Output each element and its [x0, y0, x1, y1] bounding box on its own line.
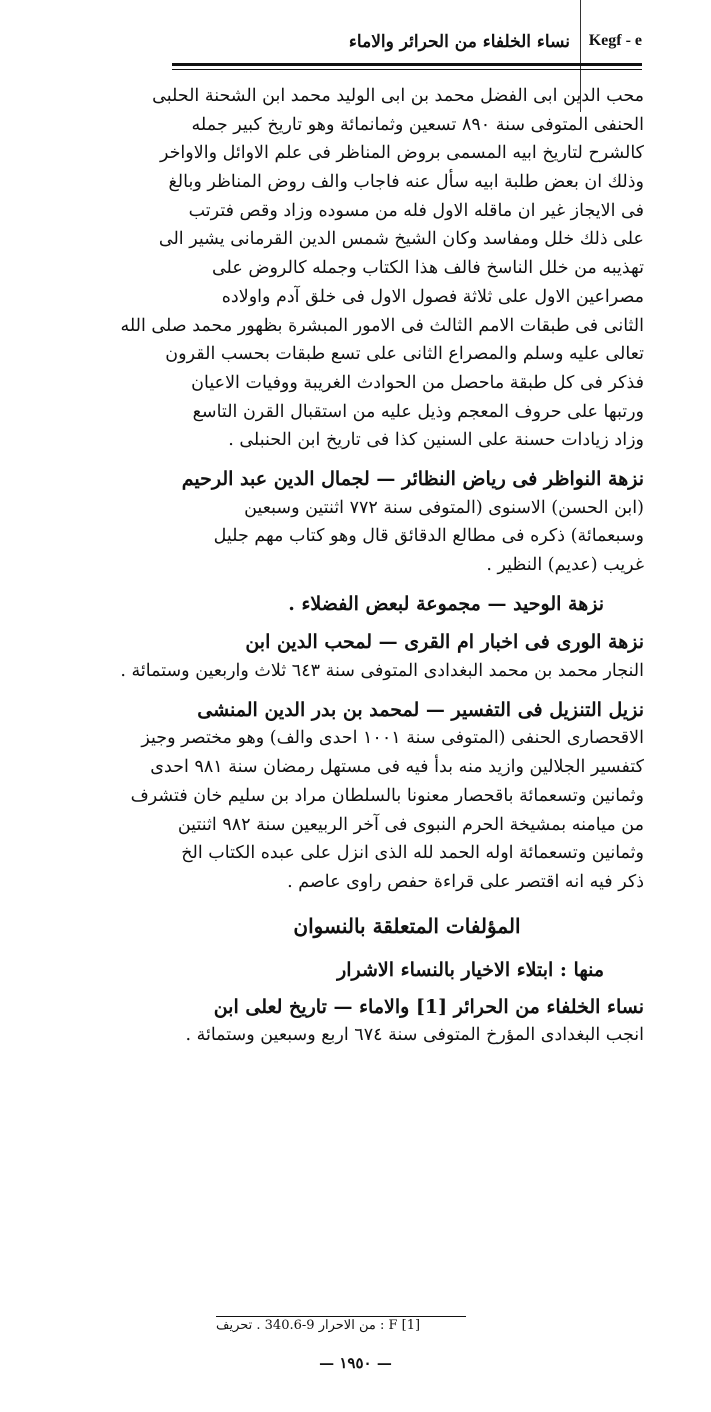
text-line: الاقحصارى الحنفى (المتوفى سنة ١٠٠١ احدى والف) وهو مختصر وجيز — [141, 728, 644, 749]
text-line: وثمانين وتسعمائة اوله الحمد لله الذى انزل على عبده الكتاب الخ — [181, 843, 644, 864]
text-line: وزاد زيادات حسنة على السنين كذا فى تاريخ ابن الحنبلى . — [228, 430, 644, 451]
text-line: محب الدين ابى الفضل محمد بن ابى الوليد محمد ابن الشحنة الحلبى — [152, 86, 644, 106]
text-line: كتفسير الجلالين وازيد منه بدأ فيه فى مستهل رمضان سنة ٩٨١ احدى — [150, 757, 644, 778]
text-line: مصراعين الاول على ثلاثة فصول الاول فى خلق آدم واولاده — [221, 286, 644, 307]
entry-nuzhat-al-wara — [120, 628, 644, 685]
text-line: الحنفى المتوفى سنة ٨٩٠ تسعين وثمانمائة وهو تاريخ كبير جمله — [191, 114, 644, 135]
text-line: فى الايجاز غير ان ماقله الاول فله من مسوده وزاد وقص فترتب — [188, 200, 644, 221]
entry-nuzhat-al-wahid — [170, 590, 644, 619]
page-number: — ١٩٥٠ — — [319, 1354, 392, 1372]
footnote-rule — [216, 1316, 466, 1317]
entry-nisa-al-khulafa — [170, 993, 644, 1050]
main-text — [120, 82, 644, 1050]
text-line: النجار محمد بن محمد البغدادى المتوفى سنة ٦٤٣ ثلاث واربعين وستمائة . — [120, 661, 644, 682]
entry-first-line: نساء الخلفاء من الحرائر [1] والاماء — تاريخ لعلى ابن — [213, 995, 644, 1018]
footnote: [1] F : من الاحرار 9-340.6 . تحريف — [216, 1318, 421, 1333]
entry-nuzul-al-tanzil — [130, 696, 644, 897]
header-code: Kegf - e — [588, 32, 642, 49]
text-line: ورتبها على حروف المعجم وذيل عليه من استقبال القرن التاسع — [192, 401, 644, 422]
running-header — [172, 30, 642, 62]
text-line: الثانى فى طبقات الامم الثالث فى الامور المبشرة بظهور محمد صلى الله — [120, 315, 644, 336]
entry-first-line: نزيل التنزيل فى التفسير — لمحمد بن بدر الدين المنشى — [197, 698, 644, 721]
header-rule-thick — [172, 63, 642, 66]
text-line: كالشرح لتاريخ ابيه المسمى بروض المناظر فى علم الاوائل والاواخر — [159, 143, 644, 164]
section-heading: المؤلفات المتعلقة بالنسوان — [293, 913, 521, 938]
header-rule-thin — [172, 69, 642, 70]
text-line: وسبعمائة) ذكره فى مطالع الدقائق قال وهو كتاب مهم جليل — [213, 526, 644, 547]
text-line: وثمانين وتسعمائة باقحصار معنونا بالسلطان مراد بن سليم خان فتشرف — [130, 785, 644, 806]
text-line: فذكر فى كل طبقة ماحصل من الحوادث الغريبة ووفيات الاعيان — [191, 372, 644, 393]
text-line: ذكر فيه انه اقتصر على قراءة حفص راوى عاصم . — [287, 871, 644, 892]
text-line: من ميامنه بمشيخة الحرم النبوى فى آخر الربيعين سنة ٩٨٢ اثنتين — [177, 814, 644, 835]
text-line: على ذلك خلل ومفاسد وكان الشيخ شمس الدين القرمانى يشير الى — [158, 229, 644, 250]
header-title: نساء الخلفاء من الحرائر والاماء — [348, 32, 570, 52]
entry-first-line: نزهة النواظر فى رياض النظائر — لجمال الدين عبد الرحيم — [181, 467, 644, 490]
text-line: تعالى عليه وسلم والمصراع الثانى على تسع طبقات بحسب القرون — [165, 344, 644, 365]
text-line: انجب البغدادى المؤرخ المتوفى سنة ٦٧٤ اربع وسبعين وستمائة . — [185, 1025, 644, 1046]
continued-entry — [120, 82, 644, 455]
entry-first-line: نزهة الوحيد — مجموعة لبعض الفضلاء . — [288, 592, 604, 615]
sub-heading: منها : ابتلاء الاخيار بالنساء الاشرار — [337, 958, 604, 981]
entry-first-line: نزهة الورى فى اخبار ام القرى — لمحب الدين ابن — [245, 631, 644, 654]
text-line: غريب (عديم) النظير . — [486, 555, 644, 575]
text-line: تهذيبه من خلل الناسخ فالف هذا الكتاب وجمله كالروض على — [211, 258, 644, 279]
entry-nuzhat-al-nawazir — [170, 465, 644, 580]
text-line: وذلك ان بعض طلبة ابيه سأل عنه فاجاب والف روض المناظر وبالغ — [168, 172, 644, 193]
text-line: (ابن الحسن) الاسنوى (المتوفى سنة ٧٧٢ اثنتين وسبعين — [244, 497, 644, 518]
